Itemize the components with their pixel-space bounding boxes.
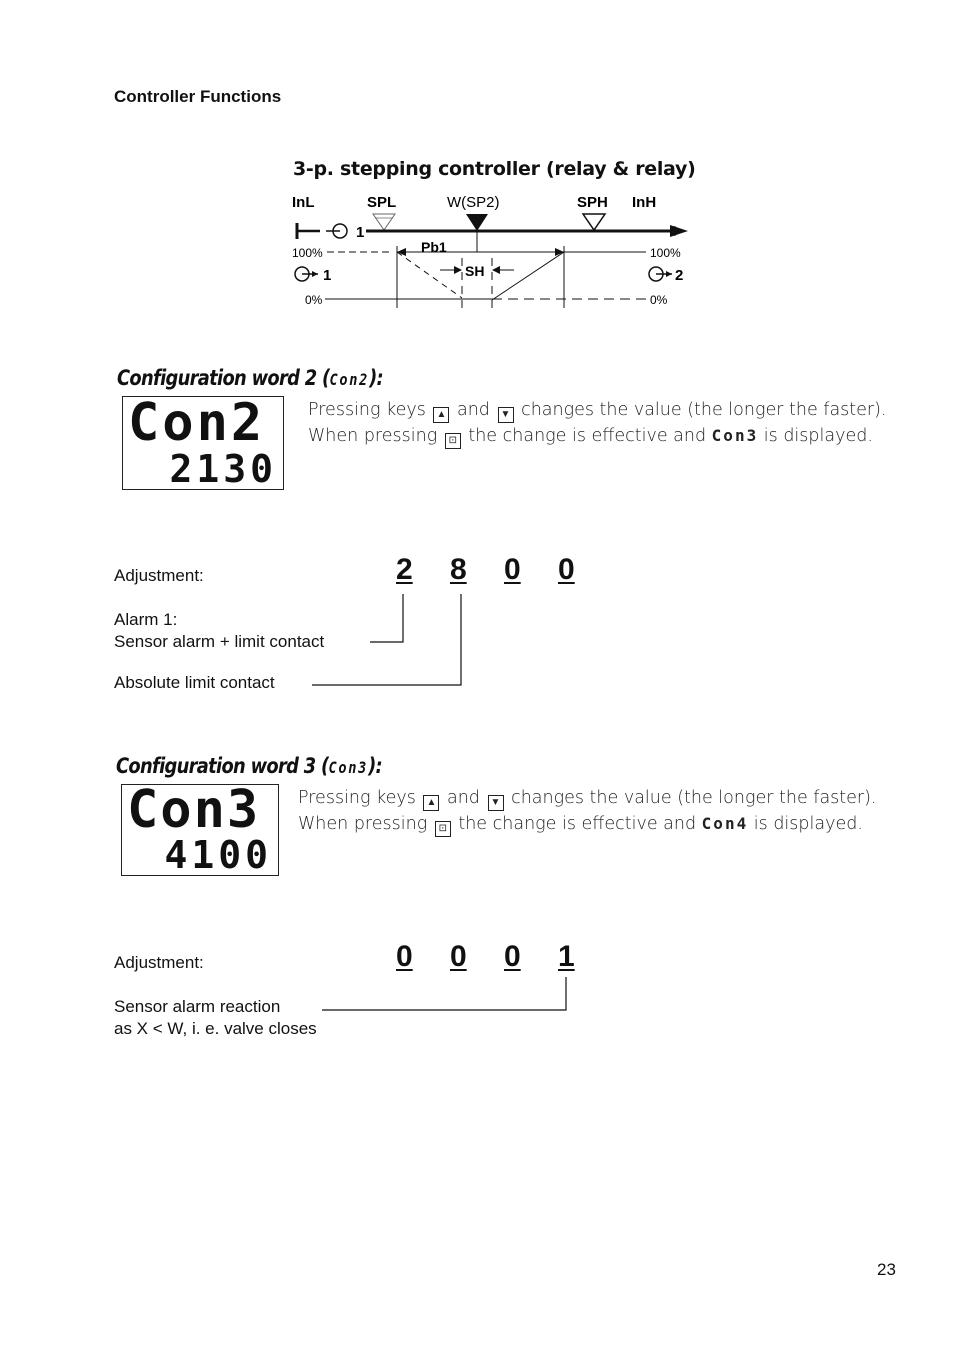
config3-connector-line <box>310 975 580 1025</box>
label-0-right: 0% <box>650 293 668 307</box>
lcd-top-text: Con2 <box>128 393 266 453</box>
label-spl: SPL <box>367 194 397 211</box>
key-up-icon: ▲ <box>423 795 439 811</box>
axis-arrow <box>670 225 688 237</box>
config2-connector-lines <box>300 590 500 700</box>
config2-digit-3: 0 <box>504 553 521 586</box>
lcd-bottom-text: 2130 <box>169 447 277 491</box>
key-enter-icon: ⊡ <box>445 433 461 449</box>
config2-digit-4: 0 <box>558 553 575 586</box>
page-number: 23 <box>877 1260 896 1279</box>
label-sph: SPH <box>577 194 608 211</box>
label-pb1: Pb1 <box>421 239 447 255</box>
label-100-right: 100% <box>650 246 681 260</box>
config3-heading: Configuration word 3 (Con3): <box>116 754 383 778</box>
sensor-reaction-line1: Sensor alarm reaction <box>114 997 281 1016</box>
lcd-bottom-text: 4100 <box>164 833 272 877</box>
config2-digit-2: 8 <box>450 553 467 586</box>
sensor-reaction-line2: as X < W, i. e. valve closes <box>114 1019 317 1038</box>
diagram-title: 3-p. stepping controller (relay & relay) <box>293 158 696 180</box>
config3-digit-1: 0 <box>396 940 413 973</box>
key-enter-icon: ⊡ <box>435 821 451 837</box>
label-inh: InH <box>632 194 657 211</box>
spl-marker <box>373 214 395 230</box>
config3-description: Pressing keys ▲ and ▼ changes the value (the longer the faster). When pressing ⊡ the change is effective and Con4 is displayed. <box>298 786 903 837</box>
key-down-icon: ▼ <box>488 795 504 811</box>
label-relay1: 1 <box>323 267 332 284</box>
config2-lcd-display <box>122 393 284 491</box>
alarm1-title: Alarm 1: <box>114 610 178 629</box>
config2-adjustment-label: Adjustment: <box>114 566 204 585</box>
label-100-left: 100% <box>292 246 323 260</box>
config3-adjustment-label: Adjustment: <box>114 953 204 972</box>
config2-description: Pressing keys ▲ and ▼ changes the value (the longer the faster). When pressing ⊡ the change is effective and Con3 is displayed. <box>308 398 898 449</box>
label-sh: SH <box>465 263 485 279</box>
config3-lcd-display <box>121 780 279 877</box>
label-relay2: 2 <box>675 267 684 284</box>
page-header: Controller Functions <box>114 87 282 106</box>
config2-digit-1: 2 <box>396 553 413 586</box>
lcd-top-text: Con3 <box>127 780 261 840</box>
alarm1-text: Sensor alarm + limit contact <box>114 632 325 651</box>
label-w: W(SP2) <box>447 194 500 211</box>
config2-heading: Configuration word 2 (Con2): <box>117 366 384 390</box>
config3-digit-2: 0 <box>450 940 467 973</box>
config3-digit-4: 1 <box>558 940 575 973</box>
sph-marker <box>583 214 605 230</box>
key-down-icon: ▼ <box>498 407 514 423</box>
stepping-controller-diagram <box>280 186 700 316</box>
key-up-icon: ▲ <box>433 407 449 423</box>
label-out1: 1 <box>356 224 365 241</box>
label-0-left: 0% <box>305 293 323 307</box>
label-inl: InL <box>292 194 315 211</box>
absolute-limit-text: Absolute limit contact <box>114 673 275 692</box>
w-marker <box>466 214 488 231</box>
config3-digit-3: 0 <box>504 940 521 973</box>
